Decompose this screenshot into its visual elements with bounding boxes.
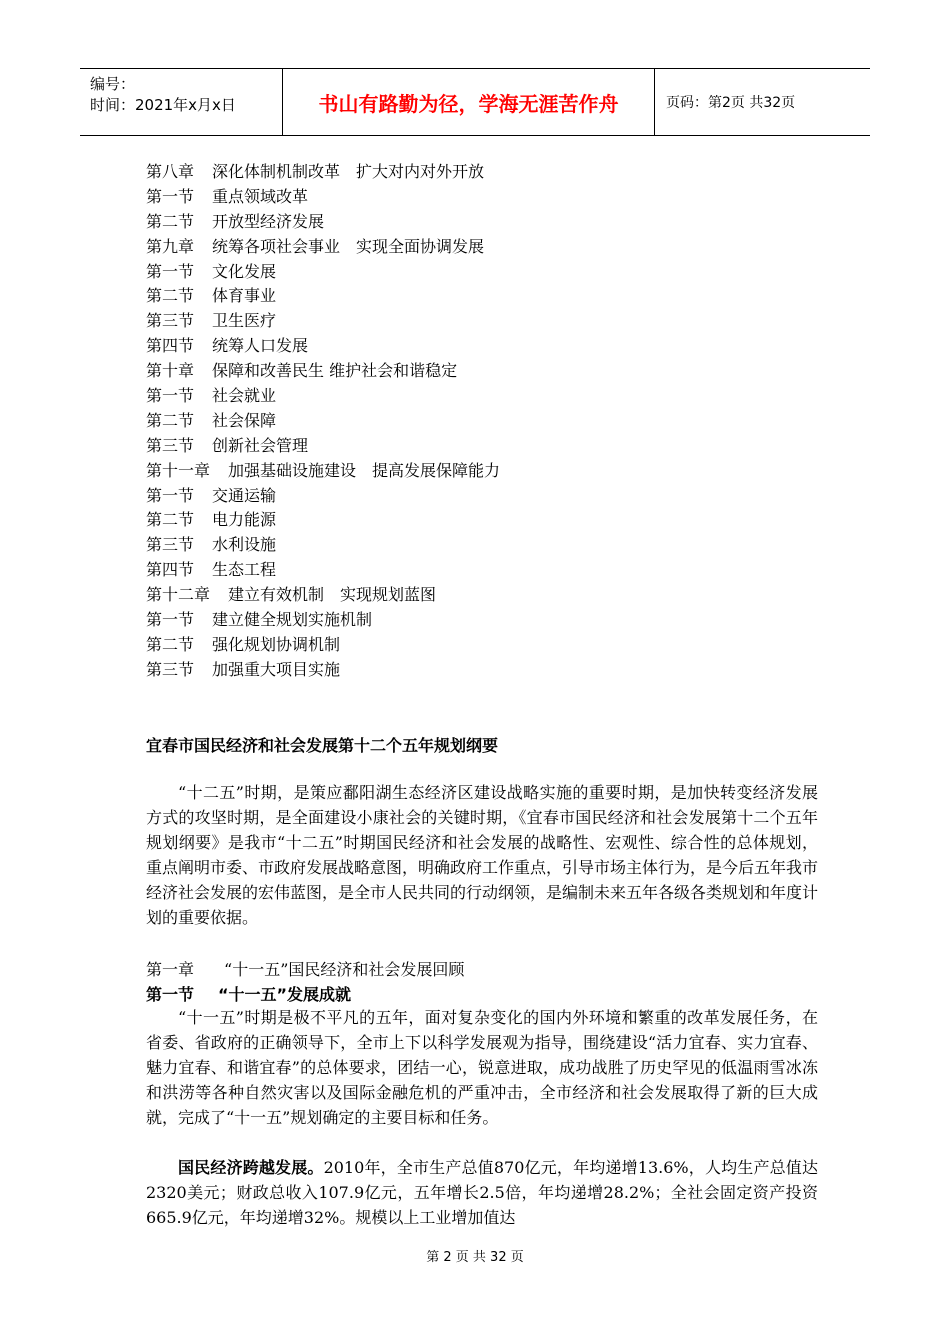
economy-paragraph-text <box>146 1156 818 1231</box>
toc-entry-label: 第二节 <box>146 211 195 231</box>
toc-entry <box>146 384 500 409</box>
toc-entry <box>146 633 500 658</box>
toc-entry-label: 第十二章 <box>146 585 211 605</box>
toc-entry-title: 建立有效机制 实现规划蓝图 <box>228 585 437 605</box>
section-title: “十一五”发展成就 <box>218 985 352 1004</box>
section-paragraph <box>146 1006 818 1131</box>
toc-entry-title: 强化规划协调机制 <box>212 634 341 654</box>
toc-entry-title: 统筹各项社会事业 实现全面协调发展 <box>212 236 485 256</box>
intro-paragraph <box>146 781 818 930</box>
toc-entry <box>146 409 500 434</box>
section-label: 第一节 <box>146 985 195 1004</box>
toc-entry <box>146 434 500 459</box>
section-paragraph-text: “十一五”时期是极不平凡的五年，面对复杂变化的国内外环境和繁重的改革发展任务，在省委、省政府的正确领导下，全市上下以科学发展观为指导，围绕建设“活力宜春、实力宜春、魅力宜春、和谐宜春”的总体要求，团结一心，锐意进取，成功战胜了历史罕见的低温雨雪冰冻和洪涝等各种自然灾害以及国际金融危机的严重冲击，全市经济和社会发展取得了新的巨大成就，完成了“十一五”规划确定的主要目标和任务。 <box>146 1008 818 1127</box>
toc-entry-title: 重点领域改革 <box>212 186 309 206</box>
toc-entry-label: 第九章 <box>146 236 195 256</box>
toc-entry-title: 卫生医疗 <box>212 311 277 331</box>
toc-entry <box>146 508 500 533</box>
toc-entry-label: 第三节 <box>146 435 195 455</box>
toc-entry-label: 第一节 <box>146 261 195 281</box>
toc-entry <box>146 235 500 260</box>
toc-entry-label: 第八章 <box>146 162 195 181</box>
toc-entry-label: 第二节 <box>146 286 195 306</box>
toc-entry <box>146 160 500 185</box>
toc-entry <box>146 359 500 384</box>
toc-entry-label: 第三节 <box>146 311 195 331</box>
toc-entry <box>146 583 500 608</box>
toc-entry-title: 交通运输 <box>212 485 277 505</box>
economy-paragraph-lead: 国民经济跨越发展。 <box>178 1158 324 1177</box>
section-heading <box>146 982 351 1005</box>
intro-paragraph-text: “十二五”时期，是策应鄱阳湖生态经济区建设战略实施的重要时期，是加快转变经济发展方式的攻坚时期，是全面建设小康社会的关键时期，《宜春市国民经济和社会发展第十二个五年规划纲要》是我市“十二五”时期国民经济和社会发展的战略性、宏观性、综合性的总体规划，重点阐明市委、市政府发展战略意图，明确政府工作重点，引导市场主体行为，是今后五年我市经济社会发展的宏伟蓝图，是全市人民共同的行动纲领，是编制未来五年各级各类规划和年度计划的重要依据。 <box>146 783 819 927</box>
toc-entry-title: 生态工程 <box>212 560 277 580</box>
toc-entry-title: 加强重大项目实施 <box>212 659 341 679</box>
toc-entry <box>146 309 500 334</box>
economy-paragraph-body: 2010年，全市生产总值870亿元，年均递增13.6%，人均生产总值达2320美元；财政总收入107.9亿元，五年增长2.5倍，年均递增28.2%；全社会固定资产投资665.9亿元，年均递增32%。规模以上工业增加值达 <box>146 1158 818 1227</box>
header-meta <box>90 74 236 116</box>
toc-entry <box>146 210 500 235</box>
page-footer: 第 2 页 共 32 页 <box>426 1250 524 1265</box>
toc-entry <box>146 533 500 558</box>
toc-entry-title: 社会就业 <box>212 386 277 406</box>
toc-entry-title: 电力能源 <box>212 510 277 530</box>
toc-entry-title: 体育事业 <box>212 286 277 306</box>
toc-entry-label: 第四节 <box>146 560 195 580</box>
chapter-heading <box>146 957 464 980</box>
toc-entry <box>146 334 500 359</box>
toc-entry <box>146 658 500 683</box>
toc-entry-title: 保障和改善民生 维护社会和谐稳定 <box>212 361 458 381</box>
toc-entry <box>146 558 500 583</box>
header-motto: 书山有路勤为径，学海无涯苦作舟 <box>318 91 619 116</box>
toc-entry-label: 第四节 <box>146 336 195 356</box>
toc-entry-label: 第一节 <box>146 610 195 630</box>
document-title: 宜春市国民经济和社会发展第十二个五年规划纲要 <box>146 736 499 755</box>
header-number-label: 编号： <box>90 75 136 93</box>
header-motto-box <box>282 68 655 136</box>
page-header <box>80 68 870 136</box>
toc-entry <box>146 608 500 633</box>
toc-entry-label: 第二节 <box>146 510 195 530</box>
toc-entry-title: 深化体制机制改革 扩大对内对外开放 <box>212 162 485 181</box>
toc-entry-label: 第十章 <box>146 361 195 381</box>
toc-entry-title: 统筹人口发展 <box>212 336 309 356</box>
toc-entry-label: 第二节 <box>146 410 195 430</box>
toc-entry-title: 建立健全规划实施机制 <box>212 610 373 630</box>
toc-entry-title: 加强基础设施建设 提高发展保障能力 <box>228 460 501 480</box>
toc-entry-title: 水利设施 <box>212 535 277 555</box>
toc-entry-label: 第一节 <box>146 386 195 406</box>
chapter-label: 第一章 <box>146 960 195 979</box>
header-page-info: 页码：第2页 共32页 <box>666 95 796 111</box>
toc-entry <box>146 185 500 210</box>
toc-entry <box>146 260 500 285</box>
toc-entry-label: 第一节 <box>146 485 195 505</box>
toc-entry <box>146 459 500 484</box>
toc-entry <box>146 484 500 509</box>
toc-entry-title: 社会保障 <box>212 410 277 430</box>
toc-entry-label: 第二节 <box>146 634 195 654</box>
toc-entry-title: 创新社会管理 <box>212 435 309 455</box>
economy-paragraph <box>146 1156 818 1231</box>
header-time-label: 时间：2021年x月x日 <box>90 96 236 114</box>
toc-entry-label: 第三节 <box>146 659 195 679</box>
table-of-contents <box>146 160 500 683</box>
toc-entry-title: 开放型经济发展 <box>212 211 325 231</box>
toc-entry <box>146 284 500 309</box>
toc-entry-label: 第三节 <box>146 535 195 555</box>
toc-entry-title: 文化发展 <box>212 261 277 281</box>
chapter-title: “十一五”国民经济和社会发展回顾 <box>224 960 465 979</box>
toc-entry-label: 第十一章 <box>146 460 211 480</box>
toc-entry-label: 第一节 <box>146 186 195 206</box>
